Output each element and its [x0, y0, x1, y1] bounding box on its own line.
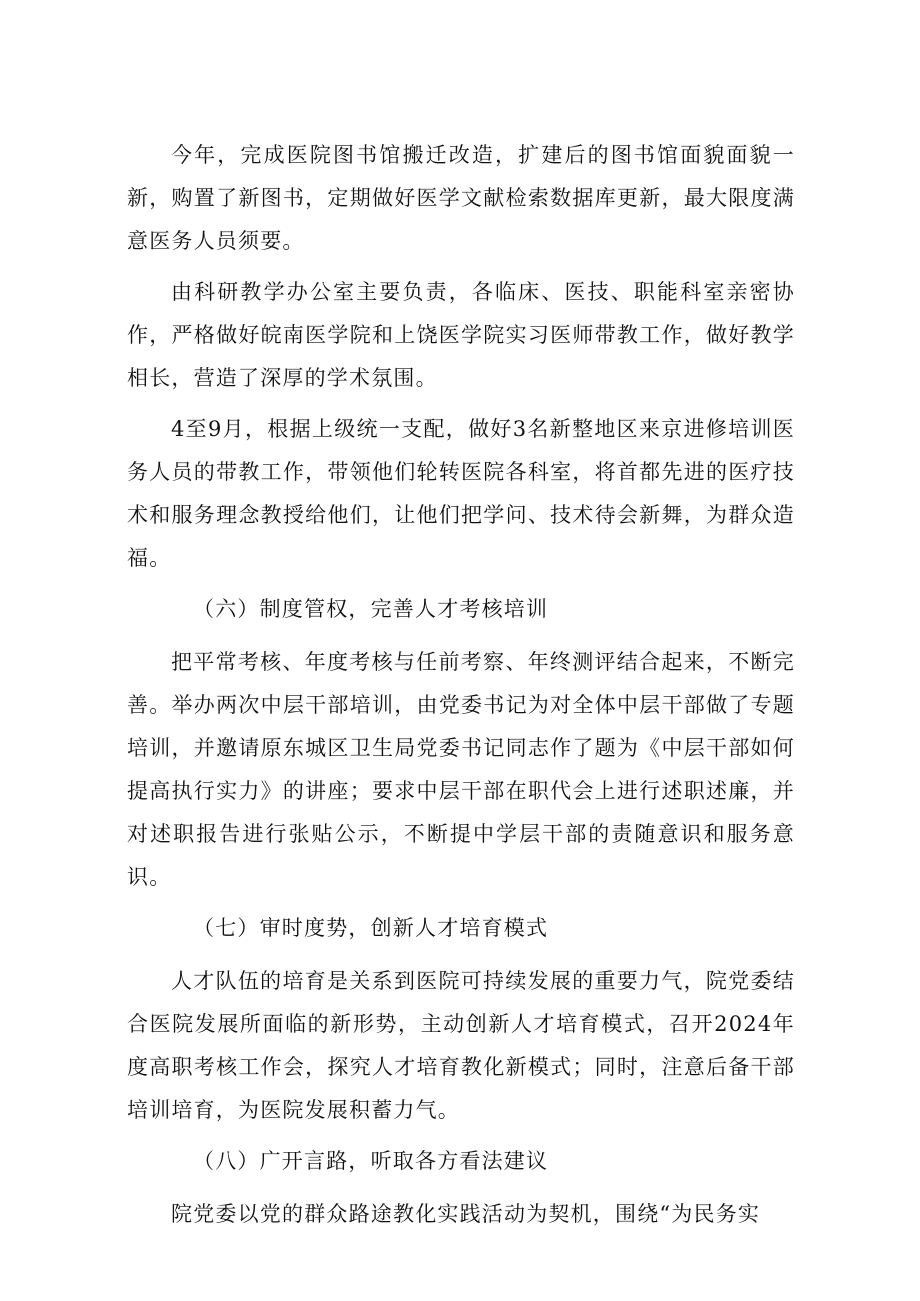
document-body	[127, 134, 795, 1244]
paragraph-library: 今年，完成医院图书馆搬迁改造，扩建后的图书馆面貌面貌一新，购置了新图书，定期做好医学文献检索数据库更新，最大限度满意医务人员须要。	[127, 143, 795, 253]
paragraph-section-7: 人才队伍的培育是关系到医院可持续发展的重要力气，院党委结合医院发展所面临的新形势，主动创新人才培育模式，召开2024年度高职考核工作会，探究人才培育教化新模式；同时，注意后备干部培训培育，为医院发展积蓄力气。	[127, 969, 795, 1122]
section-heading-8: （八）广开言路，听取各方看法建议	[193, 1149, 549, 1173]
paragraph-training: 4至9月，根据上级统一支配，做好3名新整地区来京进修培训医务人员的带教工作，带领他们轮转医院各科室，将首都先进的医疗技术和服务理念教授给他们，让他们把学问、技术待会新舞，为群众造福。	[127, 417, 795, 570]
paragraph-teaching: 由科研教学办公室主要负责，各临床、医技、职能科室亲密协作，严格做好皖南医学院和上饶医学院实习医师带教工作，做好教学相长，营造了深厚的学术氛围。	[127, 280, 795, 390]
paragraph-section-6: 把平常考核、年度考核与任前考察、年终测评结合起来，不断完善。举办两次中层干部培训，由党委书记为对全体中层干部做了专题培训，并邀请原东城区卫生局党委书记同志作了题为《中层干部如何提高执行实力》的讲座；要求中层干部在职代会上进行述职述廉，并对述职报告进行张贴公示，不断提中学层干部的责随意识和服务意识。	[127, 650, 795, 889]
section-heading-7: （七）审时度势，创新人才培育模式	[193, 916, 549, 940]
paragraph-section-8: 院党委以党的群众路途教化实践活动为契机，围绕“为民务实	[171, 1202, 761, 1226]
section-heading-6: （六）制度管权，完善人才考核培训	[193, 597, 549, 621]
